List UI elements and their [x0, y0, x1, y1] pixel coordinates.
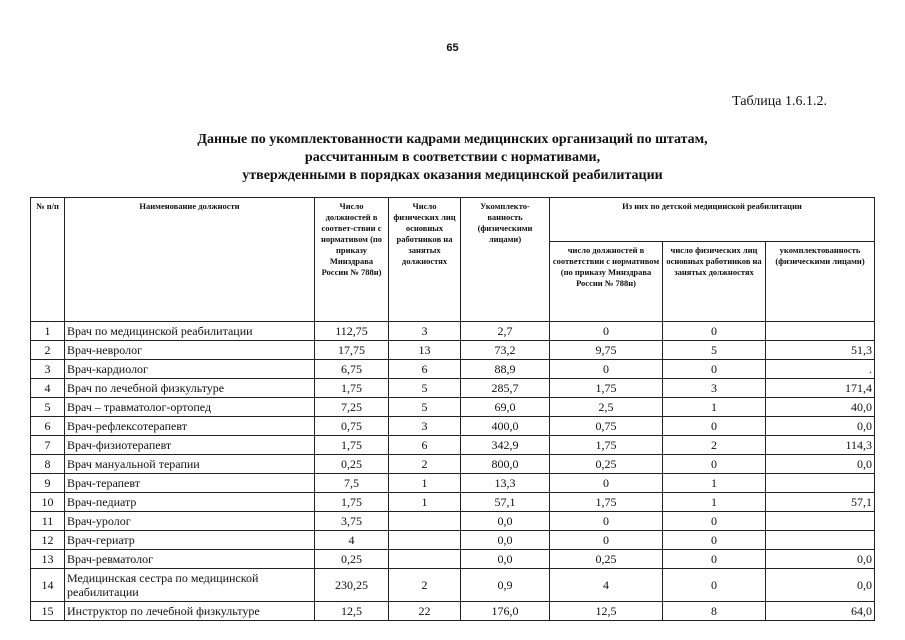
- cell-child-staffing: 171,4: [766, 379, 875, 398]
- cell-positions: 1,75: [315, 493, 389, 512]
- cell-persons: 1: [389, 493, 461, 512]
- cell-persons: 6: [389, 436, 461, 455]
- cell-child-persons: 0: [663, 569, 766, 602]
- cell-positions: 4: [315, 531, 389, 550]
- cell-child-persons: 0: [663, 531, 766, 550]
- cell-staffing: 0,9: [461, 569, 550, 602]
- table-row: [31, 531, 875, 550]
- cell-persons: 2: [389, 455, 461, 474]
- cell-position-name: Врач-уролог: [65, 512, 315, 531]
- cell-positions: 1,75: [315, 436, 389, 455]
- cell-child-positions: 1,75: [550, 493, 663, 512]
- cell-child-staffing: [766, 474, 875, 493]
- staffing-table: [30, 197, 875, 621]
- cell-positions: 112,75: [315, 322, 389, 341]
- table-row: [31, 322, 875, 341]
- table-row: [31, 360, 875, 379]
- cell-staffing: 13,3: [461, 474, 550, 493]
- cell-position-name: Врач-физиотерапевт: [65, 436, 315, 455]
- cell-row-number: 12: [31, 531, 65, 550]
- cell-position-name: Врач-кардиолог: [65, 360, 315, 379]
- cell-row-number: 10: [31, 493, 65, 512]
- cell-child-positions: 0,25: [550, 455, 663, 474]
- cell-child-staffing: 0,0: [766, 417, 875, 436]
- cell-child-persons: 0: [663, 512, 766, 531]
- cell-persons: 3: [389, 417, 461, 436]
- cell-row-number: 6: [31, 417, 65, 436]
- cell-position-name: Врач-невролог: [65, 341, 315, 360]
- cell-position-name: Врач-ревматолог: [65, 550, 315, 569]
- cell-child-staffing: [766, 512, 875, 531]
- cell-row-number: 9: [31, 474, 65, 493]
- cell-child-staffing: 0,0: [766, 455, 875, 474]
- cell-persons: 13: [389, 341, 461, 360]
- cell-persons: 1: [389, 474, 461, 493]
- cell-child-staffing: 0,0: [766, 550, 875, 569]
- cell-child-staffing: 40,0: [766, 398, 875, 417]
- cell-persons: 22: [389, 602, 461, 621]
- cell-staffing: 176,0: [461, 602, 550, 621]
- cell-positions: 17,75: [315, 341, 389, 360]
- cell-staffing: 57,1: [461, 493, 550, 512]
- cell-child-staffing: 114,3: [766, 436, 875, 455]
- cell-positions: 230,25: [315, 569, 389, 602]
- cell-positions: 0,75: [315, 417, 389, 436]
- cell-child-persons: 0: [663, 322, 766, 341]
- cell-child-staffing: .: [766, 360, 875, 379]
- table-body: [31, 322, 875, 621]
- cell-staffing: 73,2: [461, 341, 550, 360]
- cell-child-positions: 0: [550, 474, 663, 493]
- cell-positions: 3,75: [315, 512, 389, 531]
- cell-child-positions: 1,75: [550, 379, 663, 398]
- cell-child-staffing: 64,0: [766, 602, 875, 621]
- cell-persons: 5: [389, 398, 461, 417]
- cell-row-number: 4: [31, 379, 65, 398]
- cell-persons: [389, 550, 461, 569]
- cell-staffing: 0,0: [461, 550, 550, 569]
- cell-position-name: Врач по медицинской реабилитации: [65, 322, 315, 341]
- cell-child-positions: 4: [550, 569, 663, 602]
- table-row: [31, 474, 875, 493]
- cell-staffing: 285,7: [461, 379, 550, 398]
- cell-child-staffing: 51,3: [766, 341, 875, 360]
- cell-positions: 0,25: [315, 455, 389, 474]
- header-children-group: Из них по детской медицинской реабилитации: [550, 198, 875, 242]
- cell-row-number: 8: [31, 455, 65, 474]
- header-child-staffing: укомплектованность (физическими лицами): [766, 242, 875, 322]
- cell-staffing: 400,0: [461, 417, 550, 436]
- cell-position-name: Врач-гериатр: [65, 531, 315, 550]
- cell-row-number: 2: [31, 341, 65, 360]
- cell-child-positions: 0: [550, 512, 663, 531]
- cell-child-positions: 12,5: [550, 602, 663, 621]
- table-row: [31, 455, 875, 474]
- table-label: Таблица 1.6.1.2.: [732, 94, 827, 109]
- cell-persons: [389, 531, 461, 550]
- cell-staffing: 2,7: [461, 322, 550, 341]
- cell-child-persons: 8: [663, 602, 766, 621]
- cell-staffing: 800,0: [461, 455, 550, 474]
- cell-child-persons: 0: [663, 417, 766, 436]
- cell-row-number: 1: [31, 322, 65, 341]
- cell-position-name: Врач мануальной терапии: [65, 455, 315, 474]
- table-title: [0, 131, 905, 185]
- cell-positions: 1,75: [315, 379, 389, 398]
- header-num: № п/п: [31, 198, 65, 322]
- header-child-positions: число должностей в соответствии с нормативом (по приказу Минздрава России № 788н): [550, 242, 663, 322]
- title-line: утвержденными в порядках оказания медицинской реабилитации: [242, 168, 663, 183]
- header-name: Наименование должности: [65, 198, 315, 322]
- cell-persons: [389, 512, 461, 531]
- cell-staffing: 69,0: [461, 398, 550, 417]
- cell-row-number: 14: [31, 569, 65, 602]
- cell-row-number: 3: [31, 360, 65, 379]
- table-row: [31, 436, 875, 455]
- cell-persons: 6: [389, 360, 461, 379]
- cell-persons: 3: [389, 322, 461, 341]
- cell-child-positions: 0: [550, 322, 663, 341]
- table-row: [31, 341, 875, 360]
- cell-staffing: 0,0: [461, 512, 550, 531]
- cell-positions: 7,25: [315, 398, 389, 417]
- table-row: [31, 379, 875, 398]
- cell-child-persons: 0: [663, 455, 766, 474]
- cell-staffing: 342,9: [461, 436, 550, 455]
- cell-position-name: Врач-рефлексотерапевт: [65, 417, 315, 436]
- cell-child-persons: 0: [663, 550, 766, 569]
- header-child-persons: число физических лиц основных работников на занятых должностях: [663, 242, 766, 322]
- cell-child-staffing: 0,0: [766, 569, 875, 602]
- cell-position-name: Врач – травматолог-ортопед: [65, 398, 315, 417]
- cell-child-positions: 0,75: [550, 417, 663, 436]
- cell-row-number: 5: [31, 398, 65, 417]
- cell-child-persons: 0: [663, 360, 766, 379]
- cell-child-positions: 1,75: [550, 436, 663, 455]
- cell-child-persons: 2: [663, 436, 766, 455]
- cell-positions: 6,75: [315, 360, 389, 379]
- cell-child-persons: 5: [663, 341, 766, 360]
- cell-child-positions: 2,5: [550, 398, 663, 417]
- cell-child-persons: 1: [663, 474, 766, 493]
- cell-child-positions: 0: [550, 360, 663, 379]
- cell-position-name: Врач-педиатр: [65, 493, 315, 512]
- cell-child-positions: 0,25: [550, 550, 663, 569]
- cell-row-number: 11: [31, 512, 65, 531]
- cell-position-name: Врач по лечебной физкультуре: [65, 379, 315, 398]
- table-row: [31, 569, 875, 602]
- cell-positions: 0,25: [315, 550, 389, 569]
- cell-position-name: Врач-терапевт: [65, 474, 315, 493]
- table-row: [31, 550, 875, 569]
- cell-positions: 7,5: [315, 474, 389, 493]
- cell-position-name: Медицинская сестра по медицинской реабилитации: [65, 569, 315, 602]
- cell-persons: 5: [389, 379, 461, 398]
- cell-row-number: 7: [31, 436, 65, 455]
- title-line: Данные по укомплектованности кадрами медицинских организаций по штатам,: [197, 132, 708, 147]
- table-row: [31, 512, 875, 531]
- table-row: [31, 398, 875, 417]
- cell-position-name: Инструктор по лечебной физкультуре: [65, 602, 315, 621]
- cell-persons: 2: [389, 569, 461, 602]
- header-positions: Число должностей в соответ-ствии с нормативом (по приказу Минздрава России № 788н): [315, 198, 389, 322]
- cell-child-persons: 1: [663, 398, 766, 417]
- cell-row-number: 13: [31, 550, 65, 569]
- cell-staffing: 0,0: [461, 531, 550, 550]
- cell-child-persons: 3: [663, 379, 766, 398]
- table-row: [31, 602, 875, 621]
- table-row: [31, 493, 875, 512]
- cell-child-persons: 1: [663, 493, 766, 512]
- table-row: [31, 417, 875, 436]
- cell-row-number: 15: [31, 602, 65, 621]
- cell-child-positions: 0: [550, 531, 663, 550]
- page-number: 65: [446, 42, 459, 54]
- cell-child-staffing: 57,1: [766, 493, 875, 512]
- cell-child-staffing: [766, 322, 875, 341]
- title-line: рассчитанным в соответствии с нормативами,: [304, 150, 601, 165]
- cell-child-staffing: [766, 531, 875, 550]
- header-staffing: Укомплекто-ванность (физическими лицами): [461, 198, 550, 322]
- cell-child-positions: 9,75: [550, 341, 663, 360]
- cell-staffing: 88,9: [461, 360, 550, 379]
- cell-positions: 12,5: [315, 602, 389, 621]
- header-persons: Число физических лиц основных работников на занятых должностях: [389, 198, 461, 322]
